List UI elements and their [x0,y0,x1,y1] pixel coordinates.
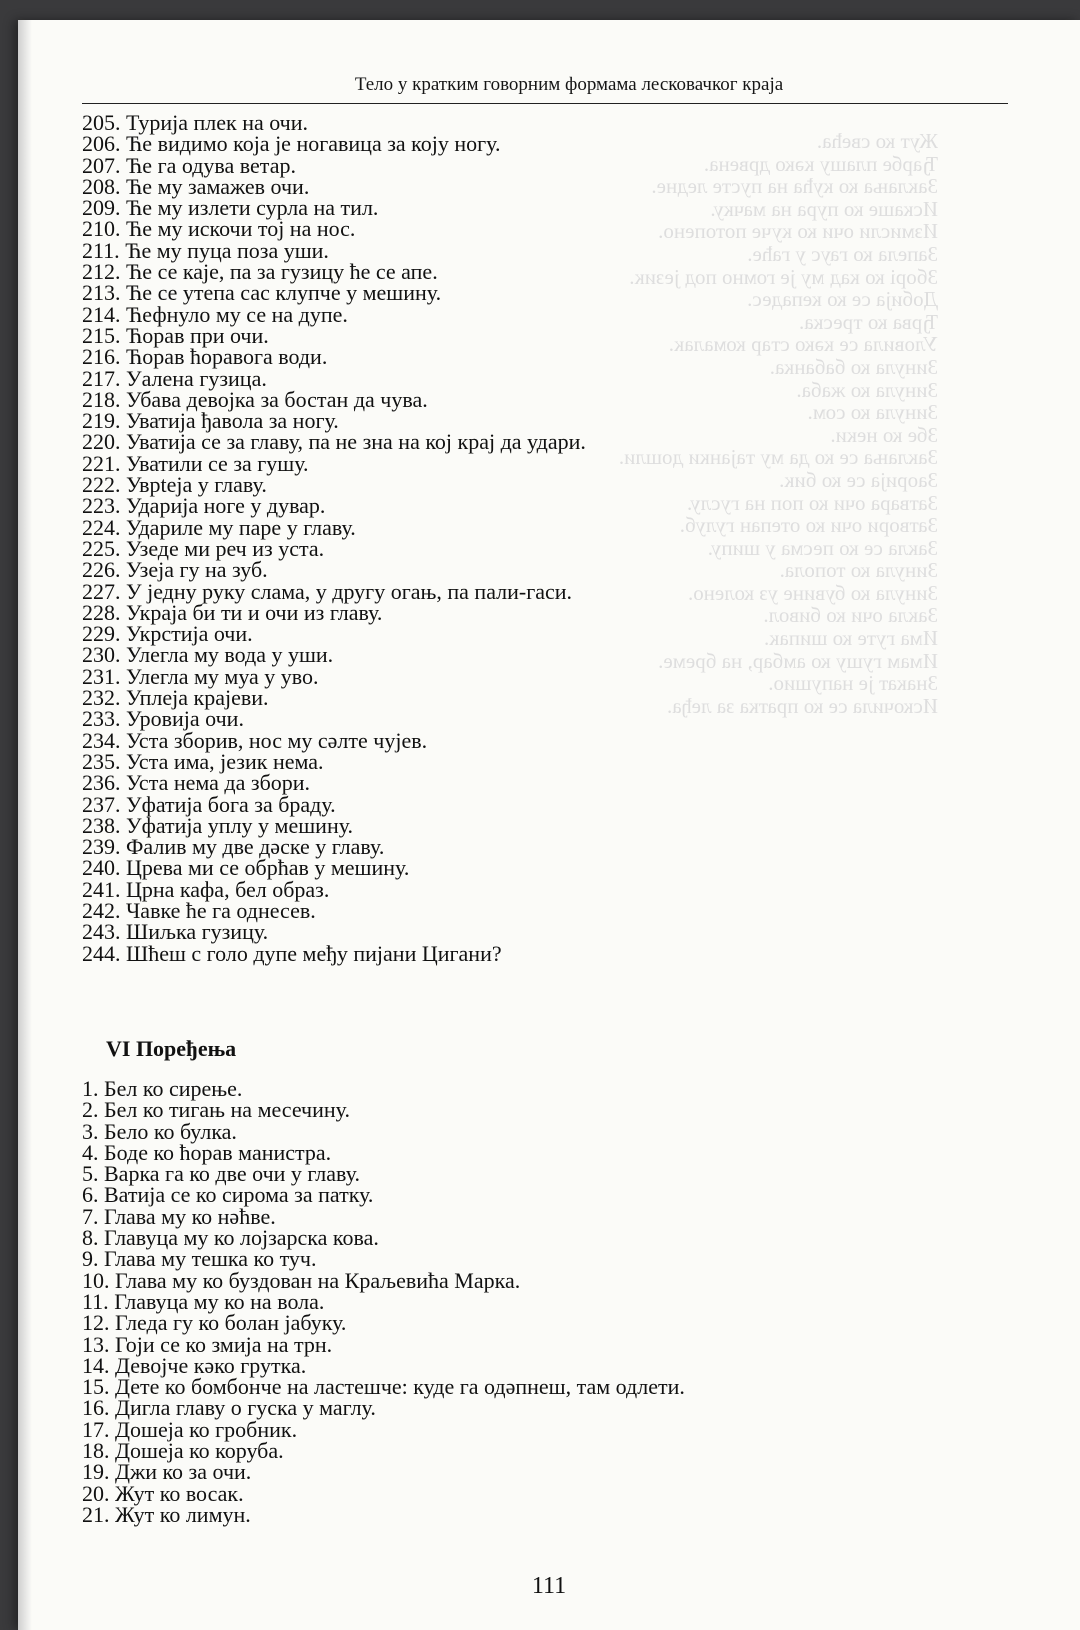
list-item [82,642,1002,668]
item-text: Чавке ће га однесев. [126,897,316,923]
list-item [82,727,1002,753]
list-item [82,663,1002,689]
list-item [82,1267,1002,1293]
item-text: Уплеја крајеви. [126,685,269,711]
list-item [82,216,1002,242]
item-text: Ће му пуца поза уши. [125,237,329,263]
list-item [82,834,1002,860]
list-item [82,940,1002,966]
running-head: Тело у кратким говорним формама лесковачког краја [354,74,784,95]
item-number: 219. [82,408,121,434]
item-text: Ватија се ко сирома за патку. [104,1182,374,1208]
list-item [82,1480,1002,1506]
item-number: 17. [82,1416,110,1442]
item-number: 3. [82,1118,99,1144]
item-number: 213. [82,280,121,306]
item-number: 242. [82,897,121,923]
item-text: Турија плек на очи. [126,110,309,135]
item-number: 8. [82,1225,99,1251]
item-text: Главуца му ко на вола. [114,1288,325,1314]
item-number: 221. [82,450,121,476]
bleed-line: Зинула ко бувине уз колено. [687,580,938,605]
item-number: 5. [82,1161,99,1187]
list-item [82,173,1002,199]
item-text: Гоји се ко змија на трн. [115,1331,333,1357]
item-number: 19. [82,1459,110,1485]
list-item [82,770,1002,796]
item-number: 227. [82,578,121,604]
bleed-line: Добија се ко кепадес. [747,287,938,312]
header-rule [82,103,1008,104]
list-item [82,450,1002,476]
list-item [82,1118,1002,1144]
item-number: 215. [82,322,121,348]
item-number: 1. [82,1076,99,1101]
item-number: 21. [82,1501,110,1527]
item-text: Дошеја ко гробник. [115,1416,298,1442]
item-text: Црна кафа, бел образ. [126,876,330,902]
list-item [82,237,1002,263]
item-number: 208. [82,173,121,199]
bleed-line: Заклања се ко да му тајанки дошли. [618,445,938,470]
list-item [82,429,1002,455]
list-item [82,897,1002,923]
list-item [82,1438,1002,1464]
item-text: Уватија ђавола за ногу. [126,408,339,434]
item-text: Уста нема да збори. [126,770,311,796]
item-text: Дете ко бомбонче на ластешче: куде га одәпнеш, там одлети. [115,1374,685,1400]
list-item [82,557,1002,583]
item-text: Црева ми се обрћав у мешину. [126,855,410,881]
item-text: Узеде ми реч из уста. [126,535,325,561]
item-number: 13. [82,1331,110,1357]
item-text: Шћеш с голо дупе међу пијани Цигани? [126,940,502,966]
bleed-line: Ђрва ко треска. [799,309,938,334]
item-text: Укрстија очи. [126,621,253,647]
item-number: 15. [82,1374,110,1400]
item-number: 226. [82,557,121,583]
item-text: Уста зборив, нос му сәлте чујев. [126,727,428,753]
item-text: Боде ко ћорав манистра. [104,1139,332,1165]
item-text: Шиљка гузицу. [126,919,269,945]
list-item [82,514,1002,540]
list-item [82,1246,1002,1272]
item-text: Ће видимо која је ногавица за коју ногу. [126,131,501,157]
bleed-line: Затвори очи ко отепан гулуб. [679,513,938,538]
comparisons-list [82,1078,1002,1525]
bleed-line: Зинула ко топола. [779,558,938,583]
item-number: 229. [82,621,121,647]
item-number: 230. [82,642,121,668]
list-item [82,280,1002,306]
bleed-line: Затвара очи ко поп на гуслу. [687,490,938,515]
bleed-line: Жут ко свећа. [816,129,938,153]
item-number: 220. [82,429,121,455]
item-number: 241. [82,876,121,902]
item-text: Ћорав ћоравога води. [126,344,328,370]
item-text: Убава девојка за бостан да чува. [126,386,428,412]
item-number: 4. [82,1139,99,1165]
item-text: Дигла главу о гуска у маглу. [115,1395,376,1421]
item-text: Удариле му паре у главу. [126,514,356,540]
list-item [82,812,1002,838]
bleed-line: Закла очи ко бивол. [763,603,938,628]
list-item [82,1395,1002,1421]
bleed-line: Измисли очи ко куче потопено. [658,219,938,244]
item-number: 218. [82,386,121,412]
item-text: Уфатија уплу у мешину. [126,812,354,838]
item-number: 207. [82,152,121,178]
bleed-line: Имам гушу ко амбар, на бреме. [658,648,938,673]
item-number: 238. [82,812,121,838]
item-text: Ће му искочи тој на нос. [126,216,356,242]
item-number: 6. [82,1182,99,1208]
item-text: Уфатија бога за браду. [126,791,336,817]
list-item [82,621,1002,647]
item-number: 10. [82,1267,110,1293]
item-text: Улегла му вода у уши. [126,642,334,668]
item-text: Варка га ко две очи у главу. [104,1161,360,1187]
item-text: Бел ко сирење. [104,1076,243,1101]
item-text: Ће се каје, па за гузицу ће се апе. [126,259,438,285]
item-text: Уровија очи. [126,706,244,732]
item-text: У једну руку слама, у другу огањ, па пали-гаси. [126,578,573,604]
page-number: 111 [531,1573,567,1599]
item-text: Гледа гу ко болан јабуку. [115,1310,347,1336]
item-number: 16. [82,1395,110,1421]
list-item [82,1416,1002,1442]
item-number: 224. [82,514,121,540]
expression-list-continued [82,112,1002,964]
list-item [82,301,1002,327]
list-item [82,791,1002,817]
list-item [82,919,1002,945]
list-item [82,1459,1002,1485]
item-text: Дошеја ко коруба. [115,1438,284,1464]
bleed-line: Заорија се ко бик. [779,467,938,492]
item-text: Узеја гу на зуб. [126,557,268,583]
item-number: 20. [82,1480,110,1506]
list-item [82,1078,1002,1099]
item-number: 214. [82,301,121,327]
item-number: 11. [82,1288,109,1314]
item-text: Фалив му две дәске у главу. [126,834,385,860]
item-text: Бел ко тигањ на месечину. [104,1097,350,1123]
list-item [82,599,1002,625]
list-item [82,1203,1002,1229]
list-item [82,855,1002,881]
bleed-line: Заклања ко кућа на пусте ледне. [651,174,938,199]
item-number: 205. [82,110,121,135]
bleed-line: Искаше ко пура на мачку. [710,196,938,221]
bleed-line: Има гуте ко шипак. [763,626,938,651]
bleed-line: Знакат је напушио. [768,671,938,696]
item-text: Ће му излети сурла на тил. [126,195,379,221]
item-text: Жут ко восак. [115,1480,244,1506]
item-number: 14. [82,1352,110,1378]
item-number: 9. [82,1246,99,1272]
list-item [82,1097,1002,1123]
item-text: Улегла му муа у уво. [126,663,319,689]
bleed-line: Запела ко гаус у гаће. [747,241,938,266]
item-number: 212. [82,259,121,285]
item-text: Бело ко булка. [104,1118,237,1144]
bleed-line: Уловила се кәко стар комалак. [668,332,938,357]
item-text: Жут ко лимун. [115,1501,251,1527]
item-text: Уалена гузица. [126,365,267,391]
bleed-line: Зинула ко жаба. [796,377,938,402]
item-number: 234. [82,727,121,753]
list-item [82,1331,1002,1357]
item-number: 235. [82,748,121,774]
list-item [82,1374,1002,1400]
item-number: 7. [82,1203,99,1229]
item-number: 210. [82,216,121,242]
list-item [82,131,1002,157]
item-number: 211. [82,237,120,263]
list-item [82,493,1002,519]
item-text: Украја би ти и очи из главу. [126,599,383,625]
item-text: Ћорав при очи. [126,322,269,348]
list-item [82,1161,1002,1187]
list-item [82,1182,1002,1208]
item-number: 239. [82,834,121,860]
list-item [82,578,1002,604]
list-item [82,322,1002,348]
item-number: 18. [82,1438,110,1464]
item-number: 206. [82,131,121,157]
item-number: 2. [82,1097,99,1123]
item-text: Главуца му ко лојзарска кова. [104,1225,379,1251]
item-number: 225. [82,535,121,561]
item-number: 216. [82,344,121,370]
section-heading: VI Поређења [106,1036,237,1061]
item-text: Ударија ноге у дувар. [126,493,326,519]
list-item [82,1139,1002,1165]
item-number: 240. [82,855,121,881]
list-item [82,706,1002,732]
item-number: 209. [82,195,121,221]
list-item [82,386,1002,412]
item-text: Уватија се за главу, па не зна на кој крај да удари. [126,429,586,455]
list-item [82,472,1002,498]
item-text: Глава му ко буздован на Краљевића Марка. [115,1267,521,1293]
list-item [82,685,1002,711]
document-page [18,20,1080,1630]
item-text: Джи ко за очи. [115,1459,252,1485]
list-item [82,151,1002,178]
bleed-line: Искочила се ко пратка за леђа. [667,693,938,718]
item-number: 244. [82,940,121,966]
item-number: 243. [82,919,121,945]
item-text: Ћефнуло му се на дупе. [126,301,348,327]
item-number: 237. [82,791,121,817]
item-text: Уврteја у главу. [126,472,267,498]
list-item [82,259,1002,285]
bleed-line: Закла се ко песма у шипу. [707,535,938,560]
item-number: 222. [82,472,121,498]
list-item [82,1310,1002,1336]
list-item [82,408,1002,434]
item-text: Глава му ко нәћве. [104,1203,276,1229]
item-number: 232. [82,685,121,711]
bleed-line: Зинула ко бабанка. [769,354,938,379]
bleed-line: Зборi ко кад му је гомно под језик. [629,264,938,289]
item-text: Ће га одува ветар. [126,152,296,178]
list-item [82,1288,1002,1314]
item-text: Ће му замажев очи. [126,173,310,199]
item-number: 236. [82,770,121,796]
item-text: Уватили се за гушу. [126,450,309,476]
item-number: 217. [82,365,121,391]
list-item [82,1501,1002,1527]
item-number: 228. [82,599,121,625]
bleed-line: Ђарбе плашу кәко дрвена. [703,151,938,176]
item-number: 233. [82,706,121,732]
bleed-line: Зинула ко сом. [807,400,938,425]
list-item [82,535,1002,561]
item-text: Ће се утепа сас клупче у мешину. [126,280,442,306]
list-item [82,195,1002,221]
item-number: 223. [82,493,121,519]
item-number: 12. [82,1310,110,1336]
item-text: Уста има, језик нема. [126,748,324,774]
item-number: 231. [82,663,121,689]
list-item [82,1225,1002,1251]
item-text: Девојче кәко грутка. [115,1352,307,1378]
list-item [82,112,1002,133]
list-item [82,748,1002,774]
bleed-line: Збе ко неки. [830,422,938,447]
item-text: Глава му тешка ко туч. [104,1246,317,1272]
list-item [82,876,1002,902]
list-item [82,1352,1002,1378]
